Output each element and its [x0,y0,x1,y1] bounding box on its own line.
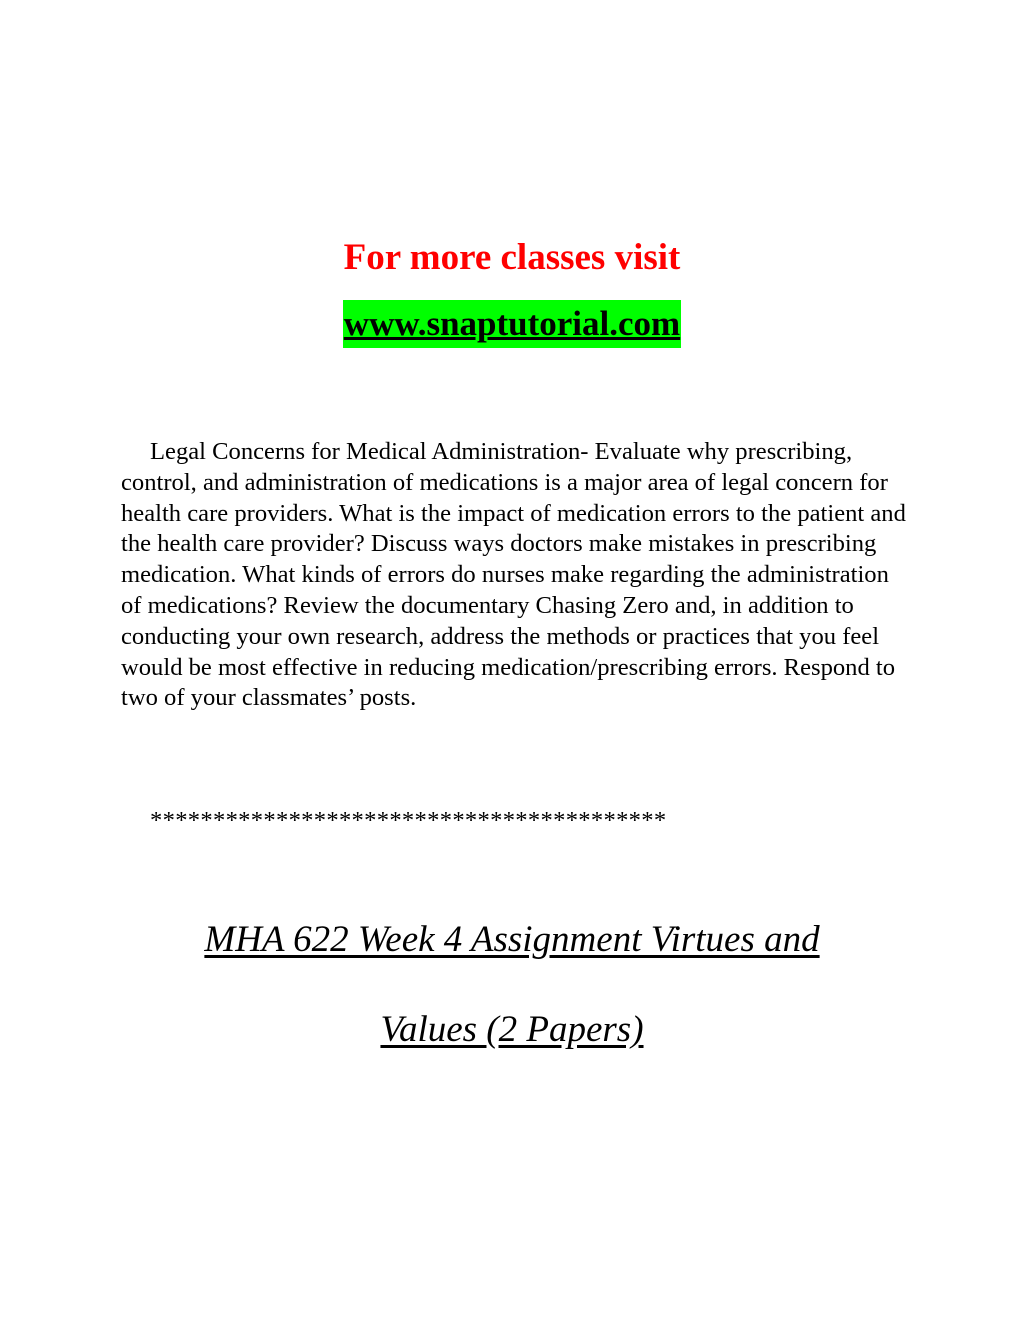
body-paragraph: Legal Concerns for Medical Administration- Evaluate why prescribing, control, and administration of medications is a major area of legal concern for health care providers. What is the impact of medication errors to the patient and the health care provider? Discuss ways doctors make mistakes in prescribing medication. What kinds of errors do nurses make regarding the administration of medications? Review the documentary Chasing Zero and, in addition to conducting your own research, address the methods or practices that you feel would be most effective in reducing medication/prescribing errors. Respond to two of your classmates’ posts. [121,438,906,712]
assignment-title-line-2: Values (2 Papers) [380,1009,644,1050]
assignment-title [0,895,1024,1075]
site-link[interactable]: www.snaptutorial.com [343,300,681,348]
visit-heading: For more classes visit [343,237,681,278]
assignment-title-line-1: MHA 622 Week 4 Assignment Virtues and [204,919,820,960]
site-link-container [0,300,1024,348]
separator-line: ***************************************** [150,807,667,834]
